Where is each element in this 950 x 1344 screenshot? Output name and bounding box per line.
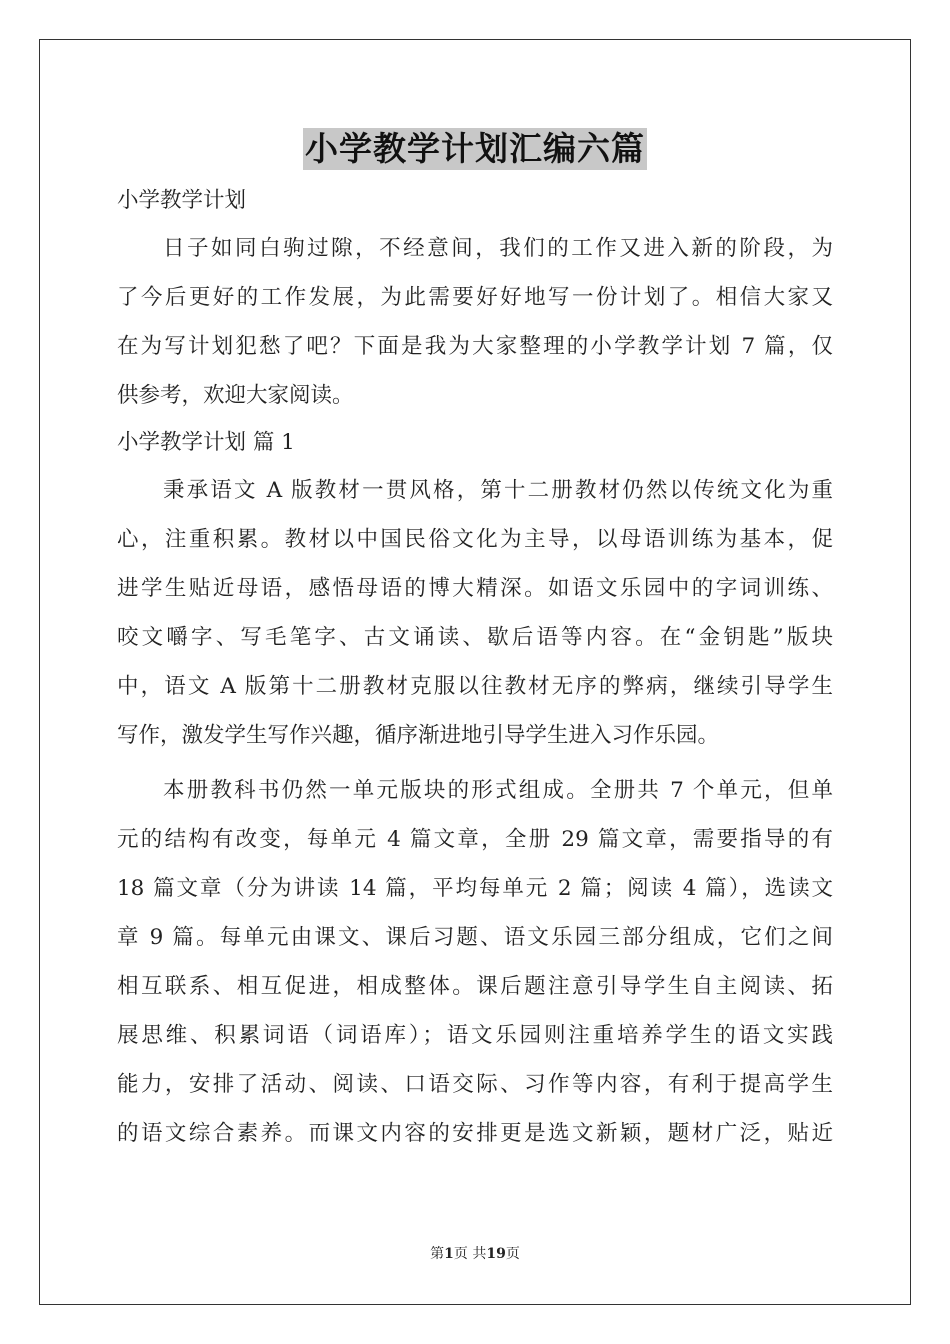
text-line: 展思维、积累词语（词语库）；语文乐园则注重培养学生的语文实践 <box>117 1023 833 1048</box>
text-line: 在为写计划犯愁了吧？下面是我为大家整理的小学教学计划 7 篇，仅 <box>117 334 833 359</box>
page-suffix: 页 <box>505 1246 520 1262</box>
text-line: 中，语文 A 版第十二册教材克服以往教材无序的弊病，继续引导学生 <box>117 674 833 699</box>
text-line: 供参考，欢迎大家阅读。 <box>117 383 354 408</box>
page-mid: 页 共 <box>453 1246 487 1262</box>
intro-paragraph <box>117 224 833 420</box>
document-title: 小学教学计划汇编六篇 <box>305 129 645 168</box>
text-line: 进学生贴近母语，感悟母语的博大精深。如语文乐园中的字词训练、 <box>117 576 833 601</box>
text-line: 日子如同白驹过隙，不经意间，我们的工作又进入新的阶段，为 <box>163 236 833 261</box>
text-line: 写作，激发学生写作兴趣，循序渐进地引导学生进入习作乐园。 <box>117 723 720 748</box>
page-prefix: 第 <box>430 1246 445 1262</box>
text-line: 秉承语文 A 版教材一贯风格，第十二册教材仍然以传统文化为重 <box>163 478 833 503</box>
text-line: 元的结构有改变，每单元 4 篇文章，全册 29 篇文章，需要指导的有 <box>117 827 833 852</box>
page-footer <box>0 1243 950 1263</box>
text-line: 本册教科书仍然一单元版块的形式组成。全册共 7 个单元，但单 <box>163 778 833 803</box>
text-line: 18 篇文章（分为讲读 14 篇，平均每单元 2 篇；阅读 4 篇），选读文 <box>117 876 833 901</box>
text-line: 相互联系、相互促进，相成整体。课后题注意引导学生自主阅读、拓 <box>117 974 833 999</box>
text-line: 咬文嚼字、写毛笔字、古文诵读、歇后语等内容。在“金钥匙”版块 <box>117 625 833 650</box>
page-current: 1 <box>444 1246 454 1262</box>
paragraph <box>117 766 833 1158</box>
section-heading: 小学教学计划 篇 1 <box>117 430 295 455</box>
text-line: 心，注重积累。教材以中国民俗文化为主导，以母语训练为基本，促 <box>117 527 833 552</box>
text-line: 了今后更好的工作发展，为此需要好好地写一份计划了。相信大家又 <box>117 285 833 310</box>
document-body <box>117 178 833 1158</box>
page-total: 19 <box>486 1246 506 1262</box>
section-heading: 小学教学计划 <box>117 188 247 213</box>
text-line: 的语文综合素养。而课文内容的安排更是选文新颖，题材广泛，贴近 <box>117 1121 833 1146</box>
text-line: 能力，安排了活动、阅读、口语交际、习作等内容，有利于提高学生 <box>117 1072 833 1097</box>
text-line: 章 9 篇。每单元由课文、课后习题、语文乐园三部分组成，它们之间 <box>117 925 833 950</box>
paragraph <box>117 466 833 760</box>
title-wrap <box>0 128 950 170</box>
